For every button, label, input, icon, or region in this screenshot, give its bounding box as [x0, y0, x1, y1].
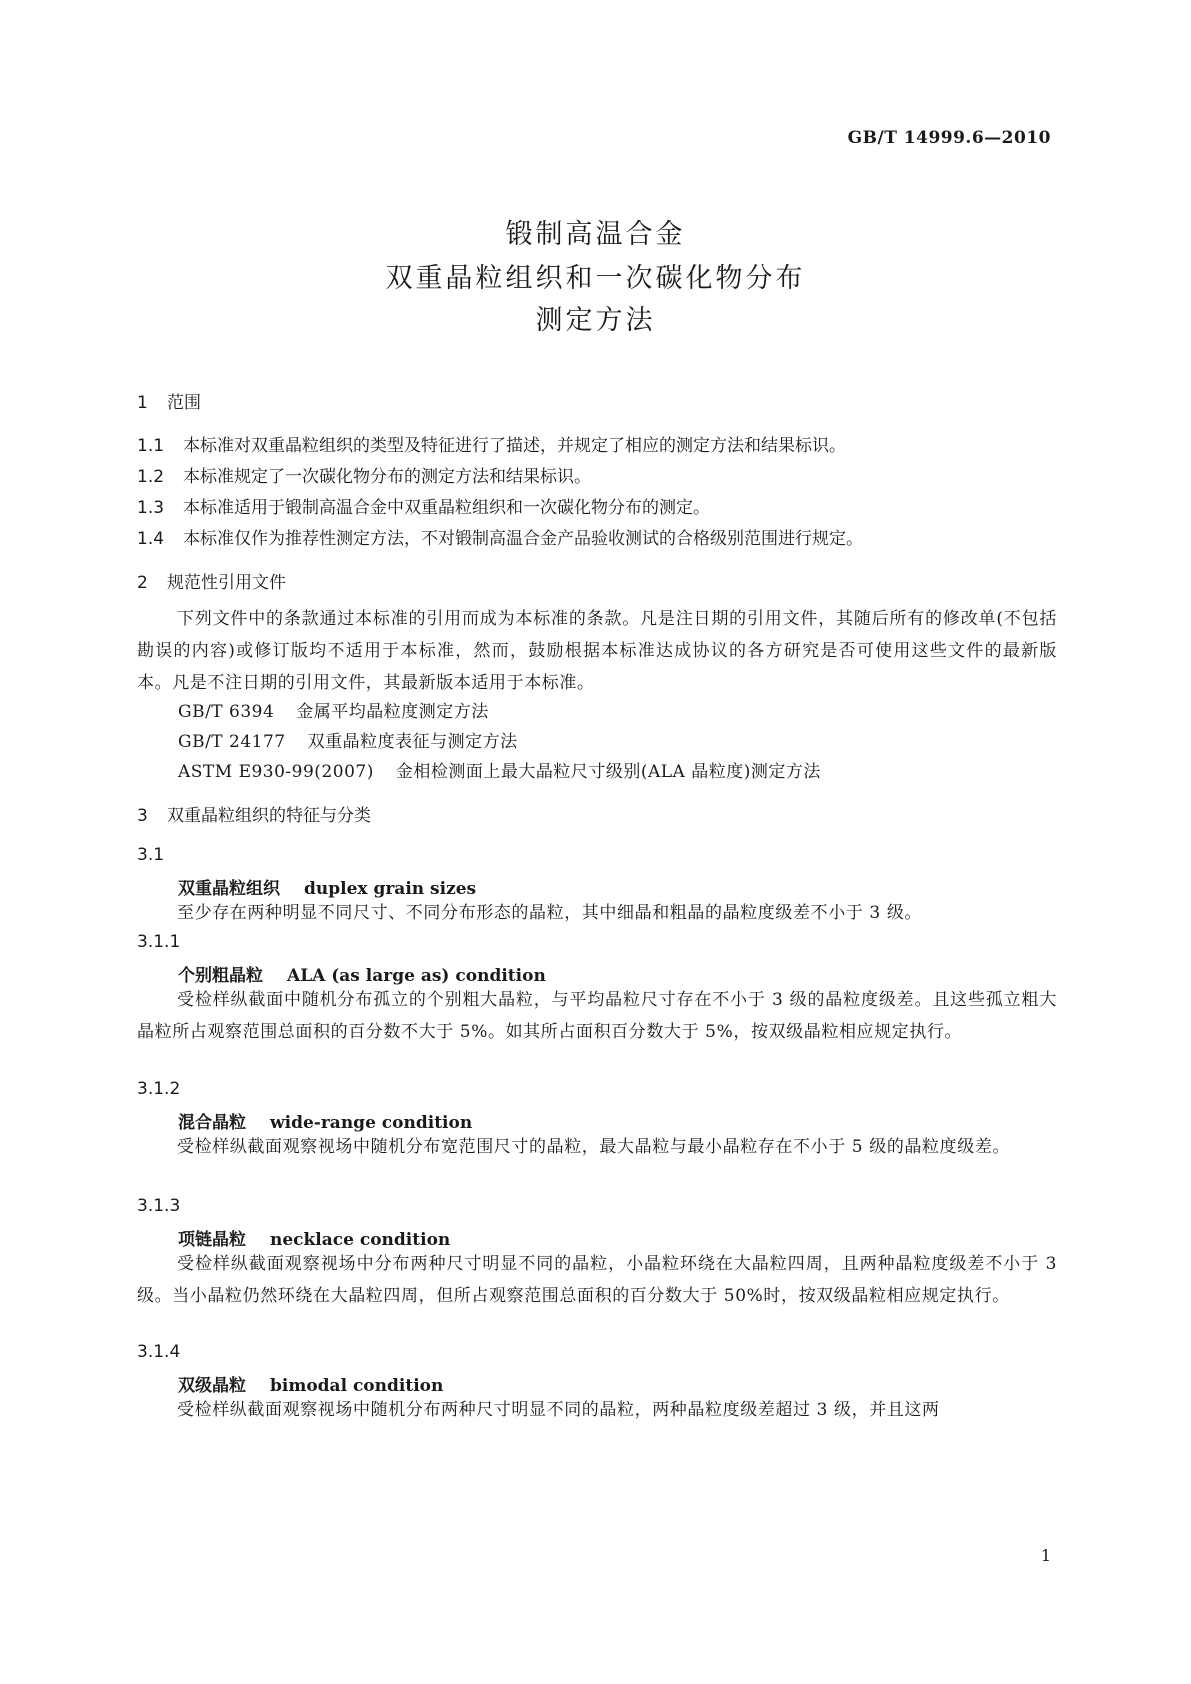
title-line-3: 测定方法	[535, 305, 656, 336]
clause-number: 1.3	[137, 498, 165, 518]
term-definition: 受检样纵截面观察视场中随机分布两种尺寸明显不同的晶粒，两种晶粒度级差超过 3 级，并且这两	[177, 1400, 940, 1420]
section-number: 1	[137, 393, 148, 413]
page-number: 1	[1040, 1546, 1051, 1565]
item-number: 3.1.1	[137, 932, 181, 952]
clause-number: 1.2	[137, 467, 165, 487]
reference-code: GB/T 24177	[178, 732, 286, 752]
clause-1-3	[137, 493, 710, 518]
term-en: ALA (as large as) condition	[287, 966, 546, 986]
section-title: 规范性引用文件	[167, 573, 286, 593]
clause-number: 1.4	[137, 529, 165, 549]
section-3-heading	[137, 801, 371, 826]
clause-number: 1.1	[137, 436, 165, 456]
reference-title: 金相检测面上最大晶粒尺寸级别(ALA 晶粒度)测定方法	[395, 762, 821, 782]
term-definition: 受检样纵截面中随机分布孤立的个别粗大晶粒，与平均晶粒尺寸存在不小于 3 级的晶粒度级差。且这些孤立粗大晶粒所占观察范围总面积的百分数不大于 5%。如其所占面积百分数大于 5%，按双级晶粒相应规定执行。	[137, 990, 1057, 1042]
reference-code: ASTM E930-99(2007)	[178, 762, 374, 782]
section-2-heading	[137, 568, 286, 593]
clause-1-2	[137, 462, 591, 487]
section-number: 2	[137, 573, 148, 593]
term-definition: 至少存在两种明显不同尺寸、不同分布形态的晶粒，其中细晶和粗晶的晶粒度级差不小于 3 级。	[177, 903, 923, 923]
reference-item	[178, 697, 489, 722]
term-heading	[178, 1108, 472, 1133]
section-number: 3	[137, 806, 148, 826]
reference-title: 双重晶粒度表征与测定方法	[307, 732, 518, 752]
item-number: 3.1	[137, 845, 165, 865]
clause-1-1	[137, 431, 846, 456]
item-number: 3.1.3	[137, 1196, 181, 1216]
section-title: 双重晶粒组织的特征与分类	[167, 806, 371, 826]
section-2-intro: 下列文件中的条款通过本标准的引用而成为本标准的条款。凡是注日期的引用文件，其随后所有的修改单(不包括勘误的内容)或修订版均不适用于本标准，然而，鼓励根据本标准达成协议的各方研究是否可使用这些文件的最新版本。凡是不注日期的引用文件，其最新版本适用于本标准。	[137, 609, 1057, 693]
clause-text: 本标准仅作为推荐性测定方法，不对锻制高温合金产品验收测试的合格级别范围进行规定。	[183, 529, 863, 549]
clause-text: 本标准对双重晶粒组织的类型及特征进行了描述，并规定了相应的测定方法和结果标识。	[183, 436, 846, 456]
term-definition: 受检样纵截面观察视场中分布两种尺寸明显不同的晶粒，小晶粒环绕在大晶粒四周，且两种晶粒度级差不小于 3 级。当小晶粒仍然环绕在大晶粒四周，但所占观察范围总面积的百分数大于 50%时，按双级晶粒相应规定执行。	[137, 1254, 1057, 1306]
term-heading	[178, 961, 546, 986]
clause-text: 本标准适用于锻制高温合金中双重晶粒组织和一次碳化物分布的测定。	[183, 498, 710, 518]
standard-code: GB/T 14999.6—2010	[847, 128, 1051, 148]
term-cn: 混合晶粒	[178, 1113, 246, 1133]
clause-text: 本标准规定了一次碳化物分布的测定方法和结果标识。	[183, 467, 591, 487]
term-cn: 项链晶粒	[178, 1230, 246, 1250]
clause-1-4	[137, 524, 863, 549]
term-cn: 个别粗晶粒	[178, 966, 263, 986]
term-cn: 双级晶粒	[178, 1376, 246, 1396]
term-en: wide-range condition	[270, 1113, 473, 1133]
item-number: 3.1.2	[137, 1079, 181, 1099]
title-line-2: 双重晶粒组织和一次碳化物分布	[385, 263, 806, 294]
reference-item	[178, 727, 518, 752]
title-line-1: 锻制高温合金	[505, 219, 686, 250]
term-heading	[178, 1225, 450, 1250]
section-title: 范围	[167, 393, 201, 413]
item-number: 3.1.4	[137, 1342, 181, 1362]
reference-item	[178, 757, 821, 782]
term-en: necklace condition	[270, 1230, 451, 1250]
term-heading	[178, 1371, 443, 1396]
term-cn: 双重晶粒组织	[178, 879, 280, 899]
term-definition: 受检样纵截面观察视场中随机分布宽范围尺寸的晶粒，最大晶粒与最小晶粒存在不小于 5 级的晶粒度级差。	[177, 1137, 1011, 1157]
term-heading	[178, 874, 476, 899]
term-en: bimodal condition	[270, 1376, 444, 1396]
reference-code: GB/T 6394	[178, 702, 275, 722]
section-1-heading	[137, 388, 201, 413]
term-en: duplex grain sizes	[304, 879, 477, 899]
reference-title: 金属平均晶粒度测定方法	[296, 702, 489, 722]
